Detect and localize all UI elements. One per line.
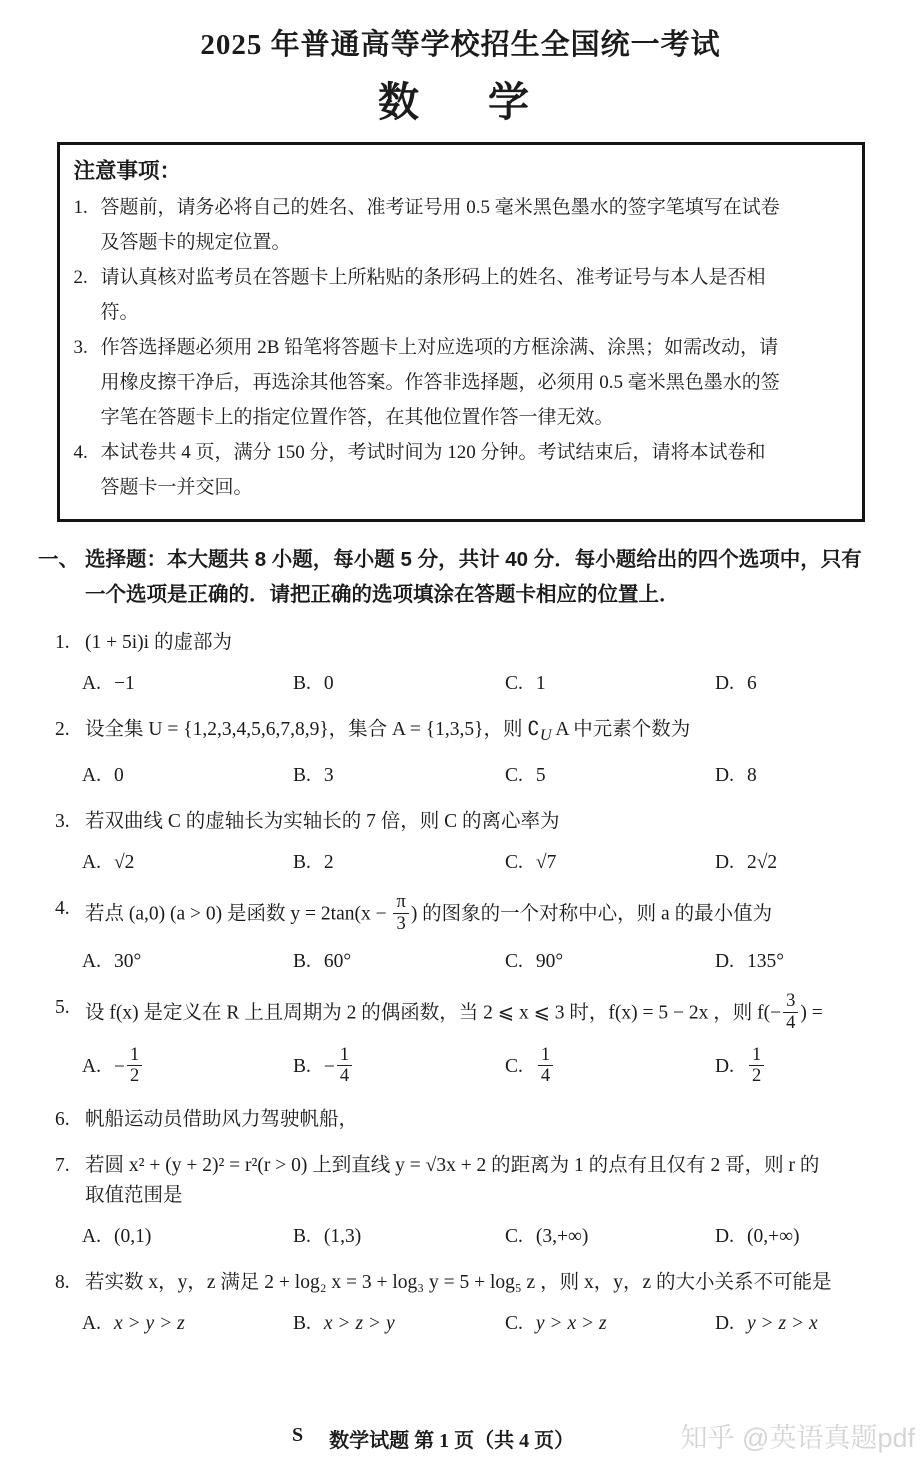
option-a: A. x > y > z [82, 1313, 185, 1335]
fraction-numerator: 1 [337, 1045, 352, 1067]
question-8 [0, 1268, 921, 1339]
option-a: A. −1 [82, 673, 135, 694]
fraction [749, 1045, 764, 1087]
notice-box [57, 142, 865, 522]
option-b: B. x > z > y [293, 1313, 395, 1335]
question-text: 若圆 x² + (y + 2)² = r²(r > 0) 上到直线 y = √3x + 2 的距离为 1 的点有且仅有 2 哥，则 r 的 取值范围是 [85, 1155, 820, 1207]
notice-heading: 注意事项： [73, 159, 182, 183]
fraction-denominator: 4 [786, 1013, 796, 1034]
option-value: (0,1) [113, 1226, 152, 1248]
question-2 [0, 715, 921, 791]
question-number: 5. [55, 997, 70, 1019]
question-stem [55, 807, 881, 837]
question-stem [55, 1151, 881, 1211]
fraction [393, 892, 408, 934]
option-a: A. 0 [82, 764, 124, 786]
fraction [127, 1045, 142, 1087]
question-number: 3. [55, 810, 70, 832]
fraction-numerator: 1 [749, 1045, 764, 1067]
fraction-denominator: 2 [129, 1066, 140, 1087]
notice-item-number: 2. [73, 267, 88, 288]
question-number: 6. [55, 1109, 70, 1131]
section-number: 一、 [38, 548, 79, 571]
option-a: A. (0,1) [82, 1226, 152, 1248]
footer-code: S [292, 1424, 304, 1446]
option-a: A. 30° [82, 951, 142, 973]
complement-subscript: U [539, 725, 552, 744]
option-value: 135° [746, 951, 785, 973]
question-stem [55, 628, 881, 658]
option-d: D. 135° [715, 951, 785, 973]
page-footer [292, 1424, 574, 1453]
question-number: 1. [55, 632, 70, 653]
notice-item [74, 260, 848, 330]
watermark: 知乎 @英语真题pdf [680, 1423, 915, 1453]
question-stem [55, 715, 881, 750]
question-text: 帆船运动员借助风力驾驶帆船， [85, 1109, 359, 1131]
question-stem [55, 993, 881, 1035]
options-row [82, 669, 921, 699]
option-d: D. $\frac{1}{2}$ [715, 1047, 921, 1089]
option-c: C. 90° [505, 951, 564, 973]
fraction-numerator: 1 [127, 1045, 142, 1067]
fraction [337, 1045, 352, 1087]
option-d: D. 6 [715, 673, 757, 694]
notice-item-text: 答题前，请务必将自己的姓名、准考证号用 0.5 毫米黑色墨水的签字笔填写在试卷 及答题卡的规定位置。 [100, 197, 780, 253]
question-number: 2. [55, 719, 70, 740]
question-4 [0, 891, 921, 977]
option-c: C. √7 [505, 851, 557, 873]
option-value: 60° [323, 951, 352, 973]
option-value: 3 [323, 764, 334, 786]
option-value: 90° [535, 951, 564, 973]
question-number: 8. [55, 1272, 70, 1294]
option-value: y > z > x [746, 1313, 818, 1335]
fraction [783, 991, 798, 1033]
option-c: C. 5 [505, 764, 546, 786]
question-6 [0, 1105, 921, 1135]
option-b: B. 3 [293, 764, 334, 786]
question-text: 若实数 x，y，z 满足 2 + log₂ x = 3 + log₃ y = 5 + log₅ z ，则 x，y，z 的大小关系不可能是 [85, 1272, 832, 1294]
option-sign: − [113, 1056, 125, 1078]
option-a: A. − $\frac{1}{2}$ [82, 1047, 293, 1089]
fraction [538, 1045, 553, 1087]
question-text: 若点 (a,0) (a > 0) 是函数 y = 2tan(x − $\frac{\pi}{3}$ ) 的图象的一个对称中心，则 a 的最小值为 [85, 891, 773, 934]
option-b: B. 0 [293, 673, 334, 694]
question-text: (1 + 5i)i 的虚部为 [85, 632, 232, 653]
notice-item-number: 1. [73, 197, 88, 218]
option-c: C. (3,+∞) [505, 1226, 589, 1248]
option-value: y > x > z [535, 1313, 607, 1335]
fraction-denominator: 3 [396, 913, 406, 934]
options-row [82, 947, 921, 977]
option-value: (0,+∞) [746, 1226, 800, 1248]
question-1 [0, 628, 921, 699]
question-text: 设 f(x) 是定义在 R 上且周期为 2 的偶函数，当 2 ⩽ x ⩽ 3 时，f(x) = 5 − 2x ，则 f(− $\frac{3}{4}$ ) = [85, 991, 823, 1034]
notice-item-number: 3. [73, 337, 88, 358]
question-stem [55, 1268, 881, 1298]
option-b: B. 60° [293, 951, 352, 973]
question-7 [0, 1151, 921, 1252]
fraction-numerator: 3 [783, 991, 798, 1013]
question-stem [55, 891, 881, 936]
notice-item [74, 330, 848, 435]
notice-item [74, 190, 848, 260]
question-text: 若双曲线 C 的虚轴长为实轴长的 7 倍，则 C 的离心率为 [85, 810, 560, 832]
option-b: B. (1,3) [293, 1226, 362, 1248]
option-value: (1,3) [323, 1226, 362, 1248]
options-row [82, 1309, 921, 1339]
option-value: 6 [746, 673, 757, 694]
option-value: 1 [535, 673, 546, 694]
exam-subject: 数 学 [378, 79, 543, 125]
fraction-numerator: 1 [538, 1045, 553, 1067]
option-b: B. − $\frac{1}{4}$ [293, 1047, 505, 1089]
options-row [82, 848, 921, 878]
option-c: C. y > x > z [505, 1313, 607, 1335]
exam-title: 2025 年普通高等学校招生全国统一考试 [200, 29, 721, 61]
option-value: x > z > y [323, 1313, 395, 1335]
option-d: D. y > z > x [715, 1313, 818, 1335]
options-row [82, 1222, 921, 1252]
notice-item-text: 本试卷共 4 页，满分 150 分，考试时间为 120 分钟。考试结束后，请将本试卷和 答题卡一并交回。 [100, 442, 766, 498]
option-d: D. 8 [715, 764, 757, 786]
question-stem [55, 1105, 881, 1135]
option-value: 2 [323, 851, 334, 873]
option-value: 8 [746, 764, 757, 786]
option-value: 5 [535, 764, 546, 786]
notice-item-number: 4. [73, 442, 88, 463]
question-number: 4. [55, 897, 70, 919]
section-header [38, 542, 883, 612]
option-value: 30° [113, 951, 142, 973]
option-value: −1 [113, 673, 135, 694]
option-value: √2 [113, 851, 135, 873]
question-5 [0, 993, 921, 1089]
option-value: x > y > z [113, 1313, 185, 1335]
question-number: 7. [55, 1155, 70, 1177]
notice-item-text: 请认真核对监考员在答题卡上所粘贴的条形码上的姓名、准考证号与本人是否相 符。 [100, 267, 766, 323]
notice-item-text: 作答选择题必须用 2B 铅笔将答题卡上对应选项的方框涂满、涂黑；如需改动，请 用橡皮擦干净后，再选涂其他答案。作答非选择题，必须用 0.5 毫米黑色墨水的签 字笔在答题卡上的指定位置作答，在其他位置作答一律无效。 [100, 337, 780, 428]
option-c: C. $\frac{1}{4}$ [505, 1047, 715, 1089]
question-3 [0, 807, 921, 878]
option-value: 0 [323, 673, 334, 694]
fraction-denominator: 4 [339, 1066, 350, 1087]
option-value: 2√2 [746, 851, 778, 873]
fraction-denominator: 4 [540, 1066, 551, 1087]
option-c: C. 1 [505, 673, 546, 694]
option-value: (3,+∞) [535, 1226, 589, 1248]
footer-page-info: 数学试题 第 1 页（共 4 页） [329, 1430, 575, 1452]
option-sign: − [323, 1056, 335, 1078]
question-text: 设全集 U = {1,2,3,4,5,6,7,8,9}，集合 A = {1,3,5}，则 $∁_U$ A 中元素个数为 [85, 719, 691, 744]
options-row [82, 1044, 921, 1089]
section-text: 选择题：本大题共 8 小题，每小题 5 分，共计 40 分．每小题给出的四个选项中，只有 一个选项是正确的．请把正确的选项填涂在答题卡相应的位置上． [85, 548, 862, 606]
option-value: 0 [113, 764, 124, 786]
fraction-numerator: π [393, 892, 408, 914]
option-a: A. √2 [82, 851, 135, 873]
option-d: D. 2√2 [715, 851, 778, 873]
fraction-denominator: 2 [751, 1066, 762, 1087]
option-b: B. 2 [293, 851, 334, 873]
notice-item [74, 435, 848, 505]
option-value: √7 [535, 851, 557, 873]
options-row [82, 761, 921, 791]
option-d: D. (0,+∞) [715, 1226, 800, 1248]
